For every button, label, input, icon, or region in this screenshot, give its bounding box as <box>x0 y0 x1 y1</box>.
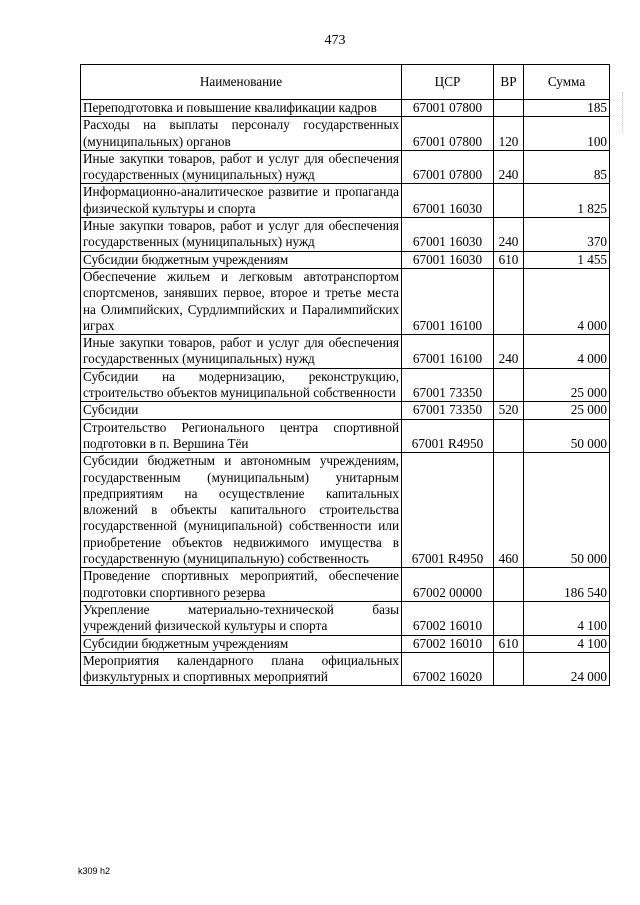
table-row <box>81 635 610 652</box>
header-csr: ЦСР <box>402 65 494 100</box>
table-header-row <box>81 65 610 100</box>
vr-cell <box>494 652 524 686</box>
name-cell: Субсидии на модернизацию, реконструкцию, строительство объектов муниципальной собственности <box>81 368 402 402</box>
name-cell: Строительство Регионального центра спортивной подготовки в п. Вершина Тёи <box>81 419 402 453</box>
vr-cell <box>494 568 524 602</box>
budget-table <box>80 64 610 686</box>
page-number: 473 <box>324 33 346 48</box>
table-row <box>81 218 610 252</box>
name-cell: Субсидии бюджетным учреждениям <box>81 635 402 652</box>
margin-mark <box>622 92 625 132</box>
header-name: Наименование <box>81 65 402 100</box>
csr-cell: 67002 16010 <box>402 635 494 652</box>
sum-cell: 370 <box>524 218 610 252</box>
csr-cell: 67001 R4950 <box>402 453 494 568</box>
name-cell: Информационно-аналитическое развитие и пропаганда физической культуры и спорта <box>81 184 402 218</box>
sum-cell: 1 455 <box>524 251 610 268</box>
name-cell: Субсидии <box>81 402 402 419</box>
name-cell: Субсидии бюджетным учреждениям <box>81 251 402 268</box>
vr-cell <box>494 601 524 635</box>
csr-cell: 67001 73350 <box>402 368 494 402</box>
vr-cell <box>494 419 524 453</box>
name-cell: Иные закупки товаров, работ и услуг для обеспечения государственных (муниципальных) нужд <box>81 218 402 252</box>
sum-cell: 4 100 <box>524 635 610 652</box>
table-row <box>81 251 610 268</box>
csr-cell: 67002 16010 <box>402 601 494 635</box>
csr-cell: 67001 R4950 <box>402 419 494 453</box>
table-row <box>81 335 610 369</box>
table-row <box>81 568 610 602</box>
csr-cell: 67001 07800 <box>402 150 494 184</box>
vr-cell: 240 <box>494 335 524 369</box>
sum-cell: 186 540 <box>524 568 610 602</box>
csr-cell: 67001 16030 <box>402 251 494 268</box>
table-row <box>81 601 610 635</box>
csr-cell: 67001 16030 <box>402 218 494 252</box>
table-row <box>81 368 610 402</box>
sum-cell: 100 <box>524 117 610 151</box>
vr-cell: 610 <box>494 251 524 268</box>
sum-cell: 85 <box>524 150 610 184</box>
name-cell: Проведение спортивных мероприятий, обеспечение подготовки спортивного резерва <box>81 568 402 602</box>
table-body <box>81 100 610 686</box>
vr-cell: 120 <box>494 117 524 151</box>
sum-cell: 50 000 <box>524 419 610 453</box>
csr-cell: 67001 16100 <box>402 268 494 334</box>
table-row <box>81 453 610 568</box>
sum-cell: 4 000 <box>524 268 610 334</box>
table-row <box>81 117 610 151</box>
table-row <box>81 184 610 218</box>
sum-cell: 1 825 <box>524 184 610 218</box>
header-sum: Сумма <box>524 65 610 100</box>
csr-cell: 67001 07800 <box>402 117 494 151</box>
vr-cell <box>494 100 524 117</box>
sum-cell: 25 000 <box>524 368 610 402</box>
csr-cell: 67001 07800 <box>402 100 494 117</box>
sum-cell: 24 000 <box>524 652 610 686</box>
name-cell: Иные закупки товаров, работ и услуг для обеспечения государственных (муниципальных) нужд <box>81 150 402 184</box>
vr-cell: 240 <box>494 218 524 252</box>
name-cell: Мероприятия календарного плана официальных физкультурных и спортивных мероприятий <box>81 652 402 686</box>
sum-cell: 4 100 <box>524 601 610 635</box>
sum-cell: 185 <box>524 100 610 117</box>
table-row <box>81 652 610 686</box>
sum-cell: 4 000 <box>524 335 610 369</box>
csr-cell: 67001 16100 <box>402 335 494 369</box>
vr-cell: 240 <box>494 150 524 184</box>
vr-cell <box>494 368 524 402</box>
table-row <box>81 419 610 453</box>
footer-code: k309 h2 <box>78 866 111 876</box>
name-cell: Укрепление материально-технической базы учреждений физической культуры и спорта <box>81 601 402 635</box>
name-cell: Расходы на выплаты персоналу государственных (муниципальных) органов <box>81 117 402 151</box>
header-vr: ВР <box>494 65 524 100</box>
table-row <box>81 100 610 117</box>
name-cell: Иные закупки товаров, работ и услуг для обеспечения государственных (муниципальных) нужд <box>81 335 402 369</box>
vr-cell: 610 <box>494 635 524 652</box>
name-cell: Переподготовка и повышение квалификации кадров <box>81 100 402 117</box>
csr-cell: 67002 00000 <box>402 568 494 602</box>
csr-cell: 67001 73350 <box>402 402 494 419</box>
sum-cell: 25 000 <box>524 402 610 419</box>
csr-cell: 67002 16020 <box>402 652 494 686</box>
vr-cell <box>494 268 524 334</box>
vr-cell: 520 <box>494 402 524 419</box>
vr-cell: 460 <box>494 453 524 568</box>
sum-cell: 50 000 <box>524 453 610 568</box>
table-row <box>81 150 610 184</box>
csr-cell: 67001 16030 <box>402 184 494 218</box>
name-cell: Обеспечение жильем и легковым автотранспортом спортсменов, занявших первое, второе и третье места на Олимпийских, Сурдлимпийских и Паралимпийских играх <box>81 268 402 334</box>
name-cell: Субсидии бюджетным и автономным учреждениям, государственным (муниципальным) унитарным предприятиям на осуществление капитальных вложений в объекты капитального строительства государственной (муниципальной) собственности или приобретение объектов недвижимого имущества в государственную (муниципальную) собственность <box>81 453 402 568</box>
vr-cell <box>494 184 524 218</box>
table-row <box>81 268 610 334</box>
table-row <box>81 402 610 419</box>
